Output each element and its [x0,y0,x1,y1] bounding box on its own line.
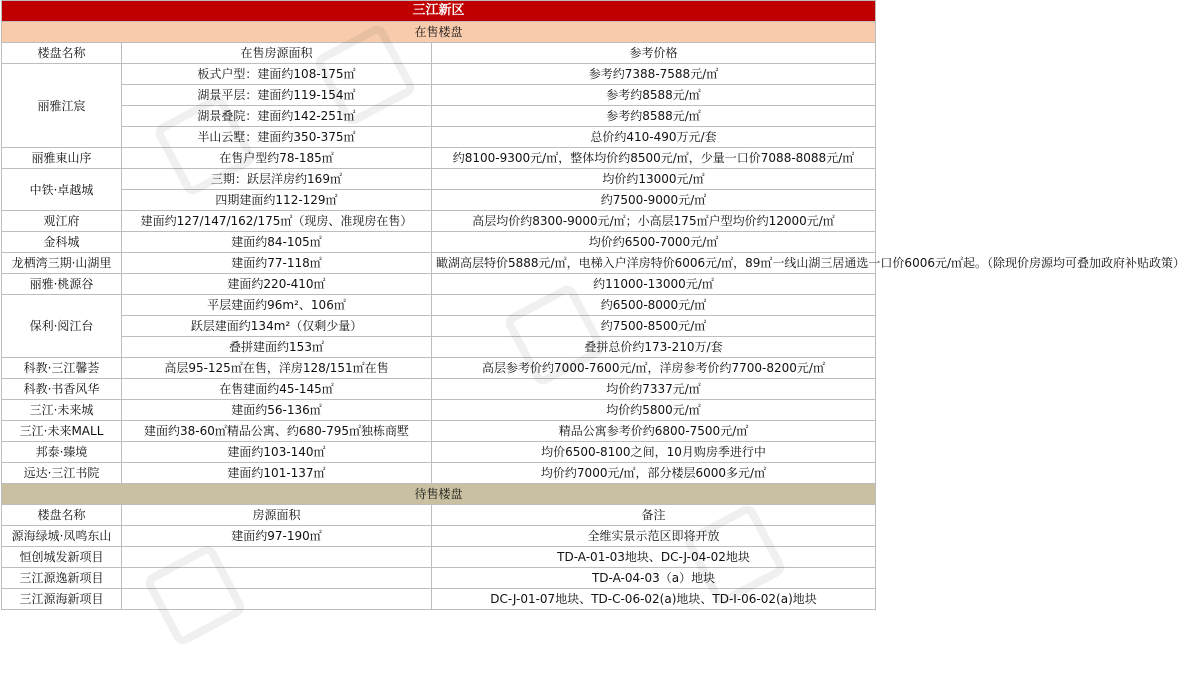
project-price: 均价约7337元/㎡ [432,379,876,400]
project-price: 参考约8588元/㎡ [432,106,876,127]
project-price: 参考约8588元/㎡ [432,85,876,106]
column-header-name: 楼盘名称 [2,43,122,64]
project-name: 中铁·卓越城 [2,169,122,211]
project-price: 约11000-13000元/㎡ [432,274,876,295]
table-row [2,211,876,232]
column-header-remark: 备注 [432,505,876,526]
project-area [122,589,432,610]
project-area: 建面约101-137㎡ [122,463,432,484]
project-price: 瞰湖高层特价5888元/㎡，电梯入户洋房特价6006元/㎡，89㎡一线山湖三居通选一口价6006元/㎡起。（除现价房源均可叠加政府补贴政策） [432,253,876,274]
table-row [2,337,876,358]
project-name: 恒创城发新项目 [2,547,122,568]
table-row [2,190,876,211]
project-area: 三期：跃层洋房约169㎡ [122,169,432,190]
table-row [2,526,876,547]
table-row [2,568,876,589]
project-name: 龙栖湾三期·山湖里 [2,253,122,274]
table-row [2,316,876,337]
project-area [122,568,432,589]
upcoming-section-label: 待售楼盘 [2,484,876,505]
project-name: 三江源海新项目 [2,589,122,610]
table-row [2,400,876,421]
project-name: 科教·书香风华 [2,379,122,400]
table-row [2,148,876,169]
project-price: 均价6500-8100之间，10月购房季进行中 [432,442,876,463]
project-area: 在售建面约45-145㎡ [122,379,432,400]
project-area: 板式户型：建面约108-175㎡ [122,64,432,85]
project-remark: DC-J-01-07地块、TD-C-06-02(a)地块、TD-I-06-02(a)地块 [432,589,876,610]
project-price: 均价约6500-7000元/㎡ [432,232,876,253]
project-name: 邦泰·臻境 [2,442,122,463]
project-area: 建面约77-118㎡ [122,253,432,274]
project-area: 四期建面约112-129㎡ [122,190,432,211]
project-area: 湖景叠院：建面约142-251㎡ [122,106,432,127]
project-price: 约7500-9000元/㎡ [432,190,876,211]
project-name: 源海绿城·凤鸣东山 [2,526,122,547]
project-name: 三江·未来城 [2,400,122,421]
project-price: 参考约7388-7588元/㎡ [432,64,876,85]
upcoming-section-row [2,484,876,505]
column-header-area: 房源面积 [122,505,432,526]
table-row [2,127,876,148]
table-row [2,547,876,568]
project-area: 在售户型约78-185㎡ [122,148,432,169]
table-row [2,169,876,190]
project-price: 均价约13000元/㎡ [432,169,876,190]
project-area: 建面约127/147/162/175㎡（现房、准现房在售） [122,211,432,232]
project-price: 均价约5800元/㎡ [432,400,876,421]
project-price: 高层均价约8300-9000元/㎡；小高层175㎡户型均价约12000元/㎡ [432,211,876,232]
project-name: 科教·三江馨荟 [2,358,122,379]
project-price: 总价约410-490万元/套 [432,127,876,148]
project-remark: 全维实景示范区即将开放 [432,526,876,547]
table-row [2,358,876,379]
upcoming-header-row [2,505,876,526]
table-body [2,1,1185,610]
project-area: 湖景平层：建面约119-154㎡ [122,85,432,106]
project-area: 高层95-125㎡在售，洋房128/151㎡在售 [122,358,432,379]
project-area [122,547,432,568]
project-name: 丽雅·桃源谷 [2,274,122,295]
column-header-price: 参考价格 [432,43,876,64]
project-remark: TD-A-04-03（a）地块 [432,568,876,589]
project-name: 远达·三江书院 [2,463,122,484]
project-area: 建面约97-190㎡ [122,526,432,547]
table-row [2,85,876,106]
column-header-area: 在售房源面积 [122,43,432,64]
project-price: 约7500-8500元/㎡ [432,316,876,337]
project-name: 保利·阅江台 [2,295,122,358]
table-row [2,295,876,316]
project-area: 叠拼建面约153㎡ [122,337,432,358]
table-row [2,274,876,295]
project-name: 金科城 [2,232,122,253]
project-remark: TD-A-01-03地块、DC-J-04-02地块 [432,547,876,568]
table-row [2,106,876,127]
project-area: 跃层建面约134m²（仅剩少量） [122,316,432,337]
table-row [2,589,876,610]
onsale-section-row [2,22,876,43]
page-title: 三江新区 [2,1,876,22]
table-row [2,253,876,274]
project-name: 丽雅江宸 [2,64,122,148]
real-estate-table [1,0,1185,610]
project-area: 建面约220-410㎡ [122,274,432,295]
table-row [2,442,876,463]
project-price: 约6500-8000元/㎡ [432,295,876,316]
project-name: 三江·未来MALL [2,421,122,442]
project-area: 半山云墅：建面约350-375㎡ [122,127,432,148]
project-name: 三江源逸新项目 [2,568,122,589]
project-price: 叠拼总价约173-210万/套 [432,337,876,358]
project-price: 高层参考价约7000-7600元/㎡，洋房参考价约7700-8200元/㎡ [432,358,876,379]
project-name: 丽雅東山序 [2,148,122,169]
project-area: 建面约56-136㎡ [122,400,432,421]
project-area: 建面约103-140㎡ [122,442,432,463]
onsale-header-row [2,43,876,64]
onsale-section-label: 在售楼盘 [2,22,876,43]
project-area: 建面约84-105㎡ [122,232,432,253]
project-name: 观江府 [2,211,122,232]
table-row [2,64,876,85]
project-price: 均价约7000元/㎡，部分楼层6000多元/㎡ [432,463,876,484]
project-area: 平层建面约96m²、106㎡ [122,295,432,316]
project-area: 建面约38-60㎡精品公寓、约680-795㎡独栋商墅 [122,421,432,442]
project-price: 约8100-9300元/㎡，整体均价约8500元/㎡，少量一口价7088-8088元/㎡ [432,148,876,169]
table-row [2,421,876,442]
project-price: 精品公寓参考价约6800-7500元/㎡ [432,421,876,442]
table-row [2,463,876,484]
table-row [2,232,876,253]
table-row [2,379,876,400]
title-row [2,1,876,22]
column-header-name: 楼盘名称 [2,505,122,526]
